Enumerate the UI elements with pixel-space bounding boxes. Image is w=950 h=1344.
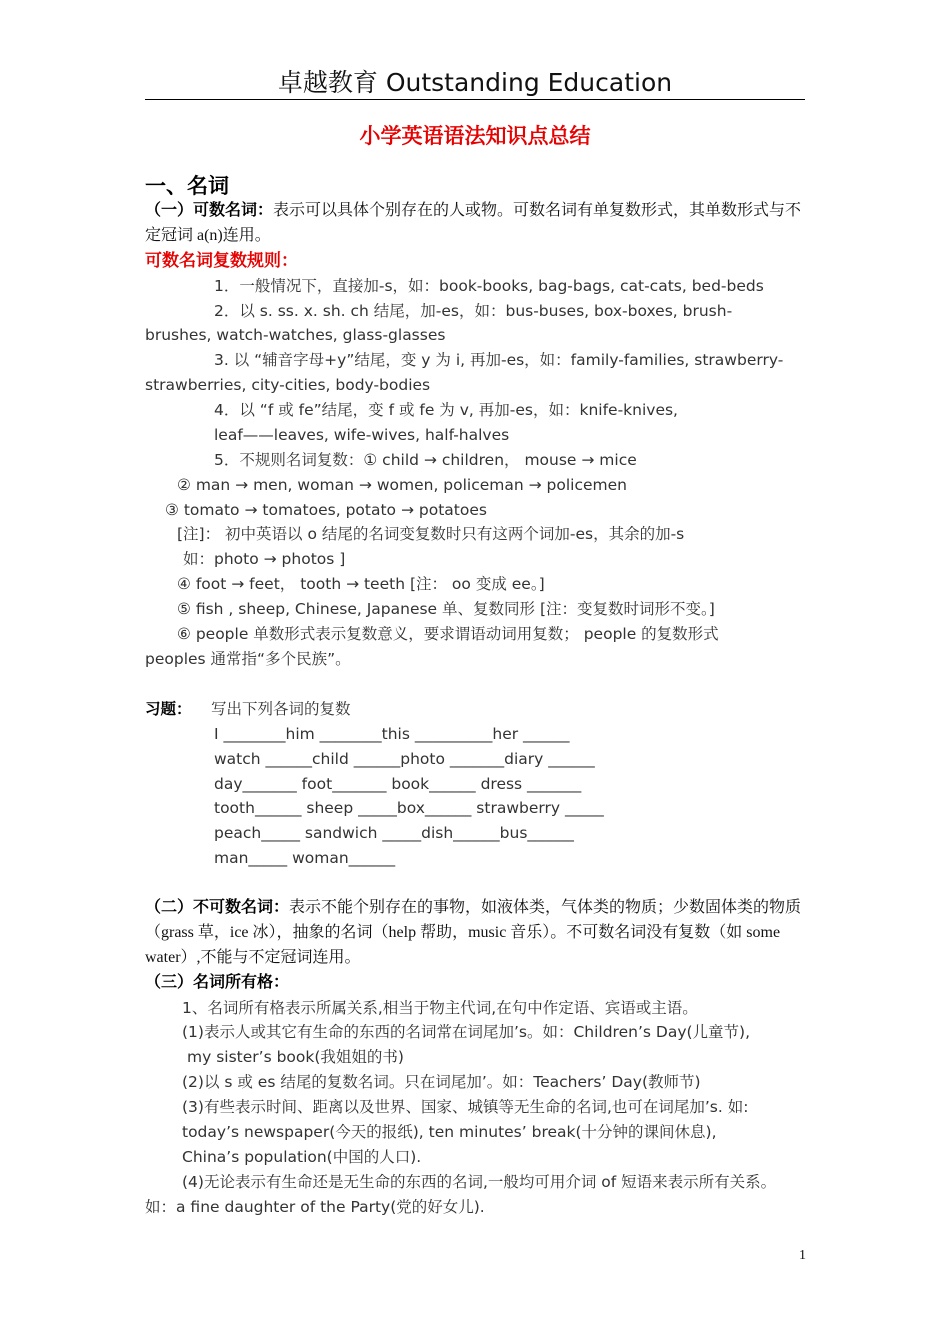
plural-rules-title: 可数名词复数规则：: [145, 251, 298, 270]
possessive-heading: （三）名词所有格：: [145, 974, 290, 991]
possessive-point-5: (4)无论表示有生命还是无生命的东西的名词,一般均可用介词 of 短语来表示所有关系。: [182, 1173, 777, 1191]
possessive-point-4-cont-2: China’s population(中国的人口).: [182, 1148, 422, 1166]
document-title: 小学英语语法知识点总结: [359, 123, 591, 148]
note-o-ending: [注]： 初中英语以 o 结尾的名词变复数时只有这两个词加-es，其余的加-s: [177, 525, 685, 543]
exercise-row: tooth______ sheep _____box______ strawberry _____: [214, 799, 604, 817]
exercise-instruction: 写出下列各词的复数: [211, 700, 351, 718]
rule-4: 4．以 “f 或 fe”结尾，变 f 或 fe 为 v, 再加-es，如：knife-knives,: [214, 401, 678, 419]
possessive-point-4: (3)有些表示时间、距离以及世界、国家、城镇等无生命的名词,也可在词尾加’s. 如:: [182, 1098, 749, 1116]
exercise-row: I ________him ________this __________her ______: [214, 725, 570, 743]
possessive-point-4-cont-1: today’s newspaper(今天的报纸), ten minutes’ break(十分钟的课间休息),: [182, 1123, 717, 1141]
uncountable-nouns-label: （二）不可数名词：: [145, 899, 290, 916]
rule-2-cont: brushes, watch-watches, glass-glasses: [145, 326, 446, 344]
countable-nouns-text: 表示可以具体个别存在的人或物。可数名词有单复数形式，其单数形式与不: [273, 202, 802, 219]
countable-nouns-paragraph-cont: 定冠词 a(n)连用。: [145, 227, 271, 244]
possessive-point-3: (2)以 s 或 es 结尾的复数名词。只在词尾加’。如：Teachers’ Day(教师节): [182, 1073, 701, 1091]
possessive-point-1: 1、名词所有格表示所属关系,相当于物主代词,在句中作定语、宾语或主语。: [182, 999, 698, 1017]
possessive-point-5-cont: 如：a fine daughter of the Party(党的好女儿).: [145, 1198, 485, 1216]
section-heading-nouns: 一、名词: [145, 173, 229, 198]
possessive-point-2-cont: my sister’s book(我姐姐的书): [187, 1048, 404, 1066]
exercise-row: day_______ foot_______ book______ dress _______: [214, 775, 582, 793]
exercise-row: man_____ woman______: [214, 849, 396, 867]
uncountable-nouns-paragraph: [145, 898, 801, 918]
uncountable-nouns-text: 表示不能个别存在的事物，如液体类，气体类的物质；少数固体类的物质: [289, 899, 802, 916]
rule-3: 3. 以 “辅音字母+y”结尾，变 y 为 i, 再加-es，如：family-families, strawberry-: [214, 351, 784, 369]
header-rule: [145, 99, 805, 100]
rule-5: 5．不规则名词复数：① child → children， mouse → mice: [214, 451, 637, 469]
page-number: 1: [799, 1248, 806, 1263]
uncountable-nouns-cont-1: （grass 草，ice 冰），抽象的名词（help 帮助，music 音乐）。不可数名词没有复数（如 some: [145, 924, 781, 941]
rule-2: 2．以 s. ss. x. sh. ch 结尾，加-es，如：bus-buses, box-boxes, brush-: [214, 302, 733, 320]
rule-5-item-5: ⑤ fish , sheep, Chinese, Japanese 单、复数同形 [注：变复数时词形不变。]: [177, 600, 715, 618]
rule-4-cont: leaf——leaves, wife-wives, half-halves: [214, 426, 510, 444]
rule-5-item-4: ④ foot → feet， tooth → teeth [注： oo 变成 ee。]: [177, 575, 545, 593]
note-example: 如：photo → photos ]: [183, 550, 346, 568]
possessive-point-2: (1)表示人或其它有生命的东西的名词常在词尾加’s。如：Children’s Day(儿童节),: [182, 1023, 751, 1041]
exercise-row: watch ______child ______photo _______diary ______: [214, 750, 595, 768]
rule-1: 1．一般情况下，直接加-s，如：book-books, bag-bags, cat-cats, bed-beds: [214, 277, 764, 295]
rule-3-cont: strawberries, city-cities, body-bodies: [145, 376, 431, 394]
exercise-label: 习题：: [145, 700, 192, 718]
header-title: 卓越教育 Outstanding Education: [277, 68, 673, 97]
rule-5-item-2: ② man → men, woman → women, policeman → policemen: [177, 476, 627, 494]
rule-5-item-3: ③ tomato → tomatoes, potato → potatoes: [165, 501, 487, 519]
countable-nouns-paragraph: [145, 201, 801, 221]
uncountable-nouns-cont-2: water）,不能与不定冠词连用。: [145, 949, 361, 966]
rule-5-item-6-cont: peoples 通常指“多个民族”。: [145, 650, 351, 668]
rule-5-item-6: ⑥ people 单数形式表示复数意义，要求谓语动词用复数； people 的复数形式: [177, 625, 719, 643]
exercise-row: peach_____ sandwich _____dish______bus______: [214, 824, 574, 842]
countable-nouns-label: （一）可数名词：: [145, 202, 274, 219]
